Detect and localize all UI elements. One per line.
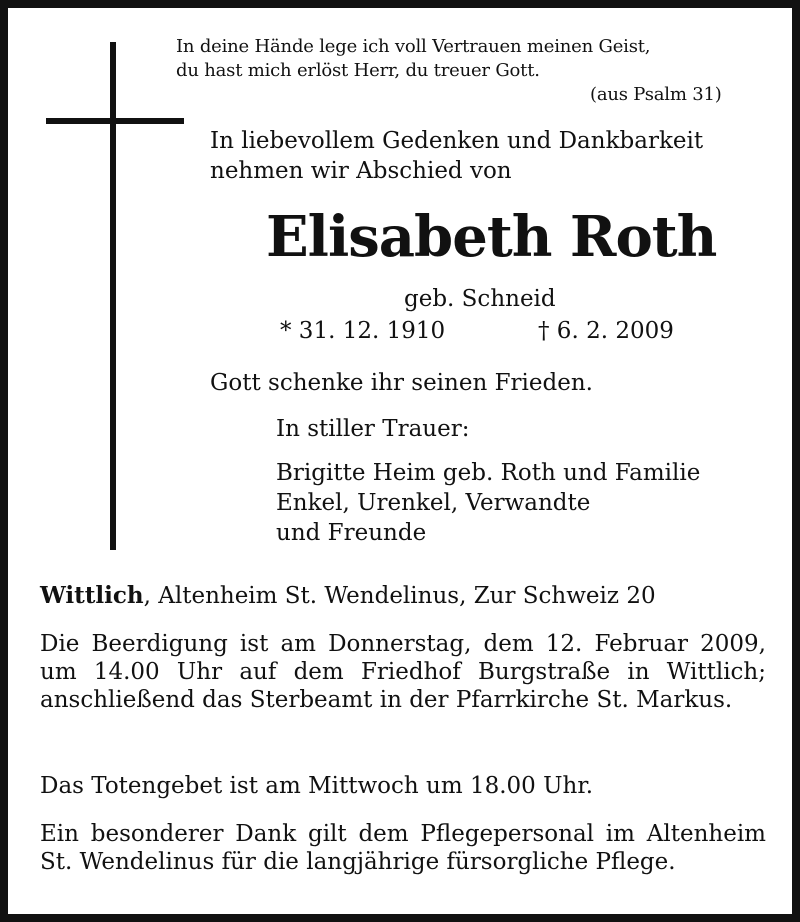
prayer-info: Das Totengebet ist am Mittwoch um 18.00 Uhr. [40, 773, 594, 799]
address-detail: , Altenheim St. Wendelinus, Zur Schweiz 20 [143, 583, 656, 609]
funeral-info: Die Beerdigung ist am Donnerstag, dem 12. Februar 2009, um 14.00 Uhr auf dem Friedhof Burgstraße in Wittlich; anschließend das Sterbeamt in der Pfarrkirche St. Markus. [40, 631, 766, 713]
birth-date: * 31. 12. 1910 [280, 318, 446, 344]
mourners-heading: In stiller Trauer: [276, 416, 470, 442]
psalm-line-1: In deine Hände lege ich voll Vertrauen meinen Geist, [176, 36, 651, 57]
psalm-source: (aus Psalm 31) [590, 84, 722, 105]
maiden-name: geb. Schneid [404, 286, 556, 312]
blessing: Gott schenke ihr seinen Frieden. [210, 370, 593, 396]
death-date: † 6. 2. 2009 [538, 318, 674, 344]
mourners-line-1: Brigitte Heim geb. Roth und Familie [276, 460, 701, 486]
thanks-note: Ein besonderer Dank gilt dem Pflegepersonal im Altenheim St. Wendelinus für die langjährige fürsorgliche Pflege. [40, 821, 766, 875]
address-city: Wittlich [40, 582, 144, 609]
address [40, 582, 656, 610]
intro-line-2: nehmen wir Abschied von [210, 158, 512, 184]
cross-icon-beam [46, 118, 184, 124]
mourners-line-3: und Freunde [276, 520, 427, 546]
intro-line-1: In liebevollem Gedenken und Dankbarkeit [210, 128, 704, 154]
mourners-line-2: Enkel, Urenkel, Verwandte [276, 490, 591, 516]
deceased-name: Elisabeth Roth [266, 204, 717, 270]
psalm-line-2: du hast mich erlöst Herr, du treuer Gott. [176, 60, 540, 81]
